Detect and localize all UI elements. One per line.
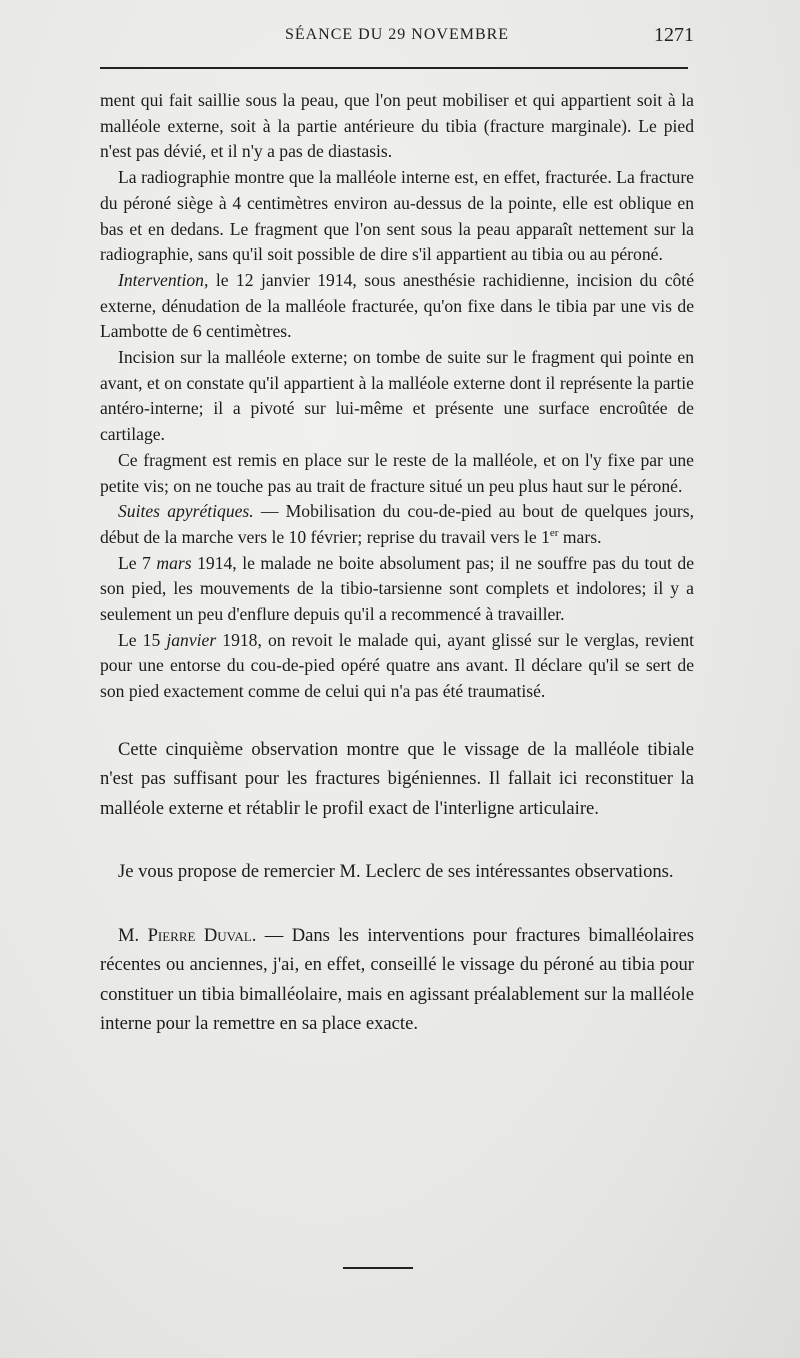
end-rule [343, 1267, 413, 1269]
paragraph-8-month: janvier [166, 629, 217, 650]
header-rule [100, 67, 688, 69]
paragraph-1: ment qui fait saillie sous la peau, que l'on peut mobiliser et qui appartient soit à la malléole externe, soit à la partie antérieure du tibia (fracture marginale). Le pied n'est pas dévié, et il n'y a pas de diastasis. [100, 90, 694, 162]
paragraph-8-start: Le 15 [118, 629, 167, 650]
paragraph-7 [100, 551, 694, 628]
paragraph-8 [100, 628, 694, 705]
paragraph-6-end: mars. [558, 526, 602, 547]
paragraph-4: Incision sur la malléole externe; on tombe de suite sur le fragment qui pointe en avant, et on constate qu'il appartient à la malléole externe dont il représente la partie antéro-interne; il a pivoté sur lui-même et présente une surface encroûtée de cartilage. [100, 347, 694, 445]
paragraph-6-superscript: er [549, 527, 559, 540]
paragraph-11-start: M. [118, 924, 148, 946]
paragraph-11-text: — Dans les interventions pour fractures bimalléolaires récentes ou anciennes, j'ai, en effet, conseillé le vissage du péroné au tibia pour constituer un tibia bimalléolaire, mais en agissant préalablement sur la malléole interne pour la remettre en sa place exacte. [100, 924, 694, 1035]
body-text [100, 88, 694, 1039]
paragraph-3-lead: Intervention, [118, 269, 209, 290]
paragraph-11 [100, 921, 694, 1039]
running-title: SÉANCE DU 29 NOVEMBRE [284, 26, 510, 43]
paragraph-10: Je vous propose de remercier M. Leclerc de ses intéressantes observations. [118, 861, 674, 883]
paragraph-9: Cette cinquième observation montre que le vissage de la malléole tibiale n'est pas suffisant pour les fractures bigéniennes. Il fallait ici reconstituer la malléole externe et rétablir le profil exact de l'interligne articulaire. [100, 738, 694, 819]
speaker-name: Pierre Duval. [147, 924, 257, 946]
paragraph-2: La radiographie montre que la malléole interne est, en effet, fracturée. La fracture du péroné siège à 4 centimètres environ au-dessus de la pointe, elle est oblique en bas et en dedans. Le fragment que l'on sent sous la peau apparaît nettement sur la radiographie, sans qu'il soit possible de dire s'il appartient au tibia ou au péroné. [100, 167, 694, 265]
paragraph-7-start: Le 7 [118, 552, 157, 573]
paragraph-6-text: — Mobilisation du cou-de-pied au bout de quelques jours, début de la marche vers le 10 février; reprise du travail vers le 1 [100, 501, 694, 547]
paragraph-6 [100, 499, 694, 550]
paragraph-6-lead: Suites apyrétiques. [118, 501, 254, 522]
paragraph-3 [100, 268, 694, 345]
page-number: 1271 [654, 24, 694, 46]
paragraph-3-text: le 12 janvier 1914, sous anesthésie rachidienne, incision du côté externe, dénudation de la malléole fracturée, qu'on fixe dans le tibia par une vis de Lambotte de 6 centimètres. [100, 269, 694, 342]
paragraph-8-text: 1918, on revoit le malade qui, ayant glissé sur le verglas, revient pour une entorse du cou-de-pied opéré quatre ans avant. Il déclare qu'il se sert de son pied exactement comme de celui qui n'a pas été traumatisé. [100, 629, 694, 702]
paragraph-7-text: 1914, le malade ne boite absolument pas; il ne souffre pas du tout de son pied, les mouvements de la tibio-tarsienne sont complets et indolores; il y a seulement un peu d'enflure depuis qu'il a recommencé à travailler. [100, 552, 695, 625]
paragraph-5: Ce fragment est remis en place sur le reste de la malléole, et on l'y fixe par une petite vis; on ne touche pas au trait de fracture situé un peu plus haut sur le péroné. [100, 449, 694, 496]
paragraph-7-month: mars [156, 552, 192, 573]
page-header [100, 22, 694, 52]
